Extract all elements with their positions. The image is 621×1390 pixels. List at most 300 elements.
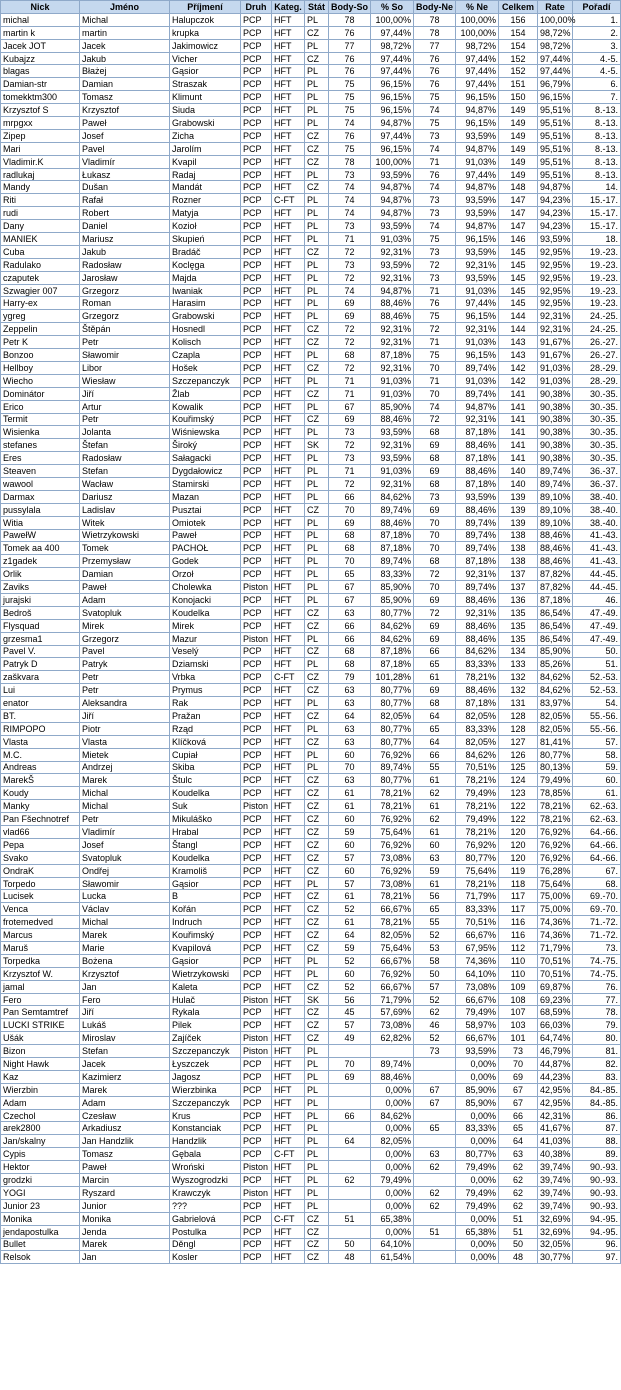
cell-pct-sun: 79,49% — [456, 813, 499, 826]
cell-rate: 87,82% — [538, 568, 573, 581]
cell-first-name: Paweł — [80, 1161, 170, 1174]
table-row — [1, 490, 621, 503]
cell-total: 128 — [499, 722, 538, 735]
cell-points-sun: 69 — [414, 684, 456, 697]
cell-points-sat: 74 — [329, 284, 371, 297]
cell-rate: 76,92% — [538, 838, 573, 851]
cell-last-name: Hulač — [170, 993, 241, 1006]
cell-type: PCP — [241, 245, 272, 258]
cell-rank: 46. — [573, 593, 621, 606]
cell-country: CZ — [305, 619, 329, 632]
cell-type: PCP — [241, 722, 272, 735]
cell-first-name: Michal — [80, 13, 170, 26]
cell-pct-sat: 80,77% — [371, 722, 414, 735]
cell-rate: 89,10% — [538, 503, 573, 516]
cell-nick: jurajski — [1, 593, 80, 606]
cell-last-name: Klimunt — [170, 91, 241, 104]
cell-rate: 76,92% — [538, 826, 573, 839]
cell-category: HFT — [272, 65, 305, 78]
cell-pct-sat: 84,62% — [371, 632, 414, 645]
cell-country: CZ — [305, 245, 329, 258]
cell-rank: 7. — [573, 91, 621, 104]
cell-points-sat: 67 — [329, 593, 371, 606]
table-row — [1, 400, 621, 413]
cell-country: PL — [305, 297, 329, 310]
cell-nick: Kubajzz — [1, 52, 80, 65]
cell-points-sun: 74 — [414, 400, 456, 413]
cell-first-name: Piotr — [80, 722, 170, 735]
cell-pct-sun: 96,15% — [456, 117, 499, 130]
cell-category: HFT — [272, 606, 305, 619]
cell-last-name: Szczepanczyk — [170, 374, 241, 387]
cell-rate: 89,10% — [538, 516, 573, 529]
cell-first-name: Junior — [80, 1199, 170, 1212]
cell-first-name: Stefan — [80, 1045, 170, 1058]
cell-pct-sun: 85,90% — [456, 1096, 499, 1109]
cell-nick: Junior 23 — [1, 1199, 80, 1212]
cell-category: HFT — [272, 800, 305, 813]
cell-total: 141 — [499, 426, 538, 439]
cell-country: PL — [305, 104, 329, 117]
cell-pct-sun: 93,59% — [456, 129, 499, 142]
cell-nick: Dany — [1, 220, 80, 233]
cell-nick: OndraK — [1, 864, 80, 877]
cell-nick: Patryk D — [1, 658, 80, 671]
cell-last-name: Jakimowicz — [170, 39, 241, 52]
cell-type: PCP — [241, 142, 272, 155]
cell-pct-sun: 98,72% — [456, 39, 499, 52]
cell-first-name: Wiesław — [80, 374, 170, 387]
cell-pct-sun: 70,51% — [456, 916, 499, 929]
table-row — [1, 813, 621, 826]
cell-category: HFT — [272, 477, 305, 490]
cell-points-sat: 63 — [329, 722, 371, 735]
cell-rank: 81. — [573, 1045, 621, 1058]
cell-points-sat: 69 — [329, 413, 371, 426]
cell-type: PCP — [241, 387, 272, 400]
cell-category: C-FT — [272, 194, 305, 207]
cell-total: 120 — [499, 851, 538, 864]
cell-type: PCP — [241, 361, 272, 374]
cell-category: C-FT — [272, 671, 305, 684]
cell-points-sun: 70 — [414, 529, 456, 542]
cell-rate: 68,59% — [538, 1006, 573, 1019]
cell-total: 149 — [499, 117, 538, 130]
cell-category: HFT — [272, 181, 305, 194]
cell-pct-sat: 62,82% — [371, 1032, 414, 1045]
cell-country: CZ — [305, 181, 329, 194]
cell-pct-sat: 80,77% — [371, 774, 414, 787]
cell-first-name: Radosław — [80, 452, 170, 465]
col-header-points-sat: Body-So — [329, 1, 371, 14]
cell-rank: 62.-63. — [573, 813, 621, 826]
cell-nick: Petr K — [1, 336, 80, 349]
cell-rate: 39,74% — [538, 1186, 573, 1199]
cell-first-name: Grzegorz — [80, 284, 170, 297]
cell-type: PCP — [241, 864, 272, 877]
cell-category: HFT — [272, 838, 305, 851]
cell-points-sun: 61 — [414, 671, 456, 684]
table-row — [1, 684, 621, 697]
cell-rank: 30.-35. — [573, 439, 621, 452]
cell-category: HFT — [272, 697, 305, 710]
cell-last-name: ??? — [170, 1199, 241, 1212]
cell-points-sat: 59 — [329, 826, 371, 839]
cell-first-name: Ryszard — [80, 1186, 170, 1199]
cell-rate: 91,67% — [538, 349, 573, 362]
cell-rate: 87,82% — [538, 581, 573, 594]
cell-type: PCP — [241, 26, 272, 39]
cell-nick: Krzysztof S — [1, 104, 80, 117]
cell-last-name: Kozioł — [170, 220, 241, 233]
cell-country: CZ — [305, 684, 329, 697]
cell-last-name: Štulc — [170, 774, 241, 787]
cell-nick: rudi — [1, 207, 80, 220]
table-row — [1, 697, 621, 710]
cell-country: PL — [305, 1096, 329, 1109]
cell-pct-sun: 88,46% — [456, 465, 499, 478]
cell-pct-sat: 88,46% — [371, 310, 414, 323]
cell-rate: 90,38% — [538, 387, 573, 400]
cell-last-name: Paweł — [170, 529, 241, 542]
cell-total: 133 — [499, 658, 538, 671]
cell-category: HFT — [272, 916, 305, 929]
cell-points-sun: 73 — [414, 129, 456, 142]
cell-rank: 64.-66. — [573, 826, 621, 839]
cell-rate: 89,10% — [538, 490, 573, 503]
table-row — [1, 297, 621, 310]
cell-pct-sun: 0,00% — [456, 1251, 499, 1264]
cell-type: Piston — [241, 993, 272, 1006]
cell-pct-sat: 82,05% — [371, 1135, 414, 1148]
cell-rank: 44.-45. — [573, 568, 621, 581]
cell-rate: 84,62% — [538, 684, 573, 697]
cell-pct-sun: 94,87% — [456, 400, 499, 413]
cell-rank: 18. — [573, 233, 621, 246]
cell-category: HFT — [272, 52, 305, 65]
cell-country: PL — [305, 465, 329, 478]
cell-country: PL — [305, 1122, 329, 1135]
cell-first-name: Jiří — [80, 387, 170, 400]
cell-pct-sun: 78,21% — [456, 774, 499, 787]
cell-type: PCP — [241, 606, 272, 619]
col-header-nick: Nick — [1, 1, 80, 14]
cell-pct-sun: 84,62% — [456, 748, 499, 761]
cell-rank: 44.-45. — [573, 581, 621, 594]
cell-points-sun: 58 — [414, 954, 456, 967]
cell-rate: 95,51% — [538, 117, 573, 130]
cell-rank: 19.-23. — [573, 284, 621, 297]
cell-rank: 38.-40. — [573, 516, 621, 529]
cell-points-sun: 51 — [414, 1225, 456, 1238]
cell-type: PCP — [241, 220, 272, 233]
cell-category: HFT — [272, 1135, 305, 1148]
cell-first-name: Michal — [80, 787, 170, 800]
cell-last-name: Radaj — [170, 168, 241, 181]
cell-first-name: Jan Handzlik — [80, 1135, 170, 1148]
cell-nick: Svako — [1, 851, 80, 864]
cell-nick: M.C. — [1, 748, 80, 761]
cell-country: PL — [305, 967, 329, 980]
cell-points-sat — [329, 1186, 371, 1199]
cell-pct-sat: 89,74% — [371, 761, 414, 774]
cell-type: PCP — [241, 697, 272, 710]
cell-points-sun: 73 — [414, 490, 456, 503]
cell-points-sat: 60 — [329, 864, 371, 877]
cell-country: CZ — [305, 800, 329, 813]
cell-category: HFT — [272, 619, 305, 632]
cell-total: 64 — [499, 1135, 538, 1148]
cell-points-sat: 78 — [329, 155, 371, 168]
cell-first-name: Witek — [80, 516, 170, 529]
table-row — [1, 980, 621, 993]
cell-pct-sat: 87,18% — [371, 658, 414, 671]
cell-pct-sun: 88,46% — [456, 439, 499, 452]
cell-rank: 8.-13. — [573, 104, 621, 117]
cell-type: PCP — [241, 851, 272, 864]
cell-pct-sat: 0,00% — [371, 1148, 414, 1161]
cell-pct-sat: 96,15% — [371, 78, 414, 91]
cell-type: PCP — [241, 555, 272, 568]
cell-pct-sat — [371, 1045, 414, 1058]
cell-pct-sat: 76,92% — [371, 748, 414, 761]
cell-points-sun: 72 — [414, 323, 456, 336]
cell-points-sat: 64 — [329, 1135, 371, 1148]
cell-category: HFT — [272, 658, 305, 671]
cell-last-name: Klíčková — [170, 735, 241, 748]
cell-points-sun: 62 — [414, 1006, 456, 1019]
cell-first-name: Marek — [80, 1083, 170, 1096]
cell-points-sat: 64 — [329, 709, 371, 722]
cell-first-name: Michal — [80, 916, 170, 929]
table-row — [1, 748, 621, 761]
cell-nick: MarekŠ — [1, 774, 80, 787]
cell-total: 108 — [499, 993, 538, 1006]
table-row — [1, 361, 621, 374]
cell-category: C-FT — [272, 1148, 305, 1161]
cell-points-sat: 76 — [329, 65, 371, 78]
cell-rate: 92,95% — [538, 297, 573, 310]
cell-pct-sat: 88,46% — [371, 1070, 414, 1083]
table-row — [1, 271, 621, 284]
cell-rate: 86,54% — [538, 632, 573, 645]
cell-total: 117 — [499, 890, 538, 903]
cell-pct-sun: 89,74% — [456, 516, 499, 529]
cell-total: 127 — [499, 735, 538, 748]
cell-category: HFT — [272, 13, 305, 26]
cell-nick: Relsok — [1, 1251, 80, 1264]
cell-rank: 90.-93. — [573, 1174, 621, 1187]
cell-rank: 38.-40. — [573, 490, 621, 503]
cell-rank: 74.-75. — [573, 967, 621, 980]
cell-first-name: Grzegorz — [80, 310, 170, 323]
cell-points-sun: 71 — [414, 374, 456, 387]
cell-points-sun: 59 — [414, 864, 456, 877]
cell-total: 146 — [499, 233, 538, 246]
table-row — [1, 1109, 621, 1122]
cell-type: PCP — [241, 1135, 272, 1148]
cell-category: HFT — [272, 26, 305, 39]
cell-points-sat — [329, 1225, 371, 1238]
cell-country: PL — [305, 400, 329, 413]
cell-nick: z1gadek — [1, 555, 80, 568]
cell-type: PCP — [241, 1083, 272, 1096]
cell-category: HFT — [272, 503, 305, 516]
cell-pct-sat: 78,21% — [371, 916, 414, 929]
cell-pct-sat: 94,87% — [371, 284, 414, 297]
cell-pct-sat: 71,79% — [371, 993, 414, 1006]
cell-last-name: Gabrielová — [170, 1212, 241, 1225]
cell-pct-sat: 88,46% — [371, 413, 414, 426]
cell-first-name: Paweł — [80, 581, 170, 594]
cell-points-sun — [414, 1070, 456, 1083]
cell-country: PL — [305, 1174, 329, 1187]
cell-last-name: Orzoł — [170, 568, 241, 581]
cell-nick: Steaven — [1, 465, 80, 478]
cell-pct-sat: 101,28% — [371, 671, 414, 684]
cell-first-name: Tomasz — [80, 91, 170, 104]
cell-category: HFT — [272, 516, 305, 529]
cell-nick: Koudy — [1, 787, 80, 800]
cell-points-sat — [329, 1161, 371, 1174]
cell-pct-sun: 100,00% — [456, 26, 499, 39]
cell-category: HFT — [272, 1096, 305, 1109]
cell-country: PL — [305, 529, 329, 542]
cell-rank: 19.-23. — [573, 297, 621, 310]
cell-pct-sun: 93,59% — [456, 194, 499, 207]
cell-points-sun: 70 — [414, 581, 456, 594]
cell-pct-sat: 73,08% — [371, 1019, 414, 1032]
cell-nick: arek2800 — [1, 1122, 80, 1135]
cell-total: 69 — [499, 1070, 538, 1083]
cell-pct-sat: 87,18% — [371, 542, 414, 555]
cell-pct-sun: 85,90% — [456, 1083, 499, 1096]
cell-total: 145 — [499, 297, 538, 310]
cell-points-sun: 61 — [414, 774, 456, 787]
cell-first-name: Vladimír — [80, 155, 170, 168]
cell-points-sun: 76 — [414, 168, 456, 181]
cell-nick: Zaviks — [1, 581, 80, 594]
cell-pct-sun: 97,44% — [456, 78, 499, 91]
cell-rank: 26.-27. — [573, 336, 621, 349]
cell-pct-sat: 93,59% — [371, 258, 414, 271]
cell-rate: 32,05% — [538, 1238, 573, 1251]
cell-rank: 15.-17. — [573, 220, 621, 233]
cell-country: PL — [305, 117, 329, 130]
cell-points-sat: 61 — [329, 890, 371, 903]
cell-nick: Eres — [1, 452, 80, 465]
cell-last-name: Vicher — [170, 52, 241, 65]
cell-pct-sun: 66,67% — [456, 929, 499, 942]
cell-first-name: Krzysztof — [80, 104, 170, 117]
cell-pct-sat: 87,18% — [371, 529, 414, 542]
cell-category: HFT — [272, 117, 305, 130]
cell-pct-sat: 91,03% — [371, 233, 414, 246]
table-row — [1, 942, 621, 955]
cell-last-name: Rozner — [170, 194, 241, 207]
cell-type: PCP — [241, 542, 272, 555]
cell-points-sun: 68 — [414, 477, 456, 490]
cell-category: HFT — [272, 555, 305, 568]
cell-rank: 47.-49. — [573, 632, 621, 645]
cell-pct-sat: 89,74% — [371, 1058, 414, 1071]
cell-pct-sat: 92,31% — [371, 323, 414, 336]
cell-type: Piston — [241, 800, 272, 813]
cell-rate: 90,38% — [538, 426, 573, 439]
cell-country: CZ — [305, 503, 329, 516]
cell-rate: 42,95% — [538, 1096, 573, 1109]
table-row — [1, 1225, 621, 1238]
cell-type: PCP — [241, 452, 272, 465]
cell-rank: 24.-25. — [573, 310, 621, 323]
cell-country: PL — [305, 477, 329, 490]
cell-nick: Cuba — [1, 245, 80, 258]
cell-type: PCP — [241, 1238, 272, 1251]
cell-category: HFT — [272, 1186, 305, 1199]
cell-pct-sat: 85,90% — [371, 581, 414, 594]
table-row — [1, 426, 621, 439]
cell-points-sat: 63 — [329, 684, 371, 697]
cell-first-name: Kazimierz — [80, 1070, 170, 1083]
cell-rank: 90.-93. — [573, 1161, 621, 1174]
cell-rank: 30.-35. — [573, 387, 621, 400]
cell-pct-sat: 82,05% — [371, 709, 414, 722]
cell-type: PCP — [241, 52, 272, 65]
cell-first-name: Monika — [80, 1212, 170, 1225]
cell-last-name: Stamirski — [170, 477, 241, 490]
cell-pct-sat: 87,18% — [371, 349, 414, 362]
cell-pct-sat: 66,67% — [371, 954, 414, 967]
cell-points-sat: 52 — [329, 954, 371, 967]
cell-rank: 28.-29. — [573, 361, 621, 374]
cell-pct-sat: 82,05% — [371, 929, 414, 942]
table-row — [1, 374, 621, 387]
cell-country: SK — [305, 993, 329, 1006]
cell-pct-sun: 93,59% — [456, 1045, 499, 1058]
cell-category: C-FT — [272, 1212, 305, 1225]
cell-type: PCP — [241, 477, 272, 490]
cell-nick: Tomek aa 400 — [1, 542, 80, 555]
cell-first-name: Krzysztof — [80, 967, 170, 980]
cell-pct-sun: 65,38% — [456, 1225, 499, 1238]
cell-total: 139 — [499, 516, 538, 529]
cell-points-sun: 72 — [414, 258, 456, 271]
cell-last-name: Kouřimský — [170, 413, 241, 426]
cell-country: CZ — [305, 903, 329, 916]
cell-last-name: Mikuláško — [170, 813, 241, 826]
cell-rank: 4.-5. — [573, 65, 621, 78]
cell-pct-sun: 97,44% — [456, 52, 499, 65]
cell-last-name: Rak — [170, 697, 241, 710]
cell-total: 141 — [499, 439, 538, 452]
cell-pct-sat: 89,74% — [371, 555, 414, 568]
cell-rank: 15.-17. — [573, 194, 621, 207]
cell-points-sat: 59 — [329, 942, 371, 955]
table-row — [1, 1070, 621, 1083]
cell-rank: 41.-43. — [573, 542, 621, 555]
cell-nick: Pavel V. — [1, 645, 80, 658]
table-row — [1, 117, 621, 130]
cell-nick: Manky — [1, 800, 80, 813]
cell-points-sat: 60 — [329, 838, 371, 851]
cell-type: PCP — [241, 890, 272, 903]
cell-points-sat: 73 — [329, 168, 371, 181]
cell-pct-sun: 0,00% — [456, 1238, 499, 1251]
cell-type: PCP — [241, 1006, 272, 1019]
cell-category: HFT — [272, 413, 305, 426]
cell-total: 138 — [499, 555, 538, 568]
cell-nick: Witia — [1, 516, 80, 529]
